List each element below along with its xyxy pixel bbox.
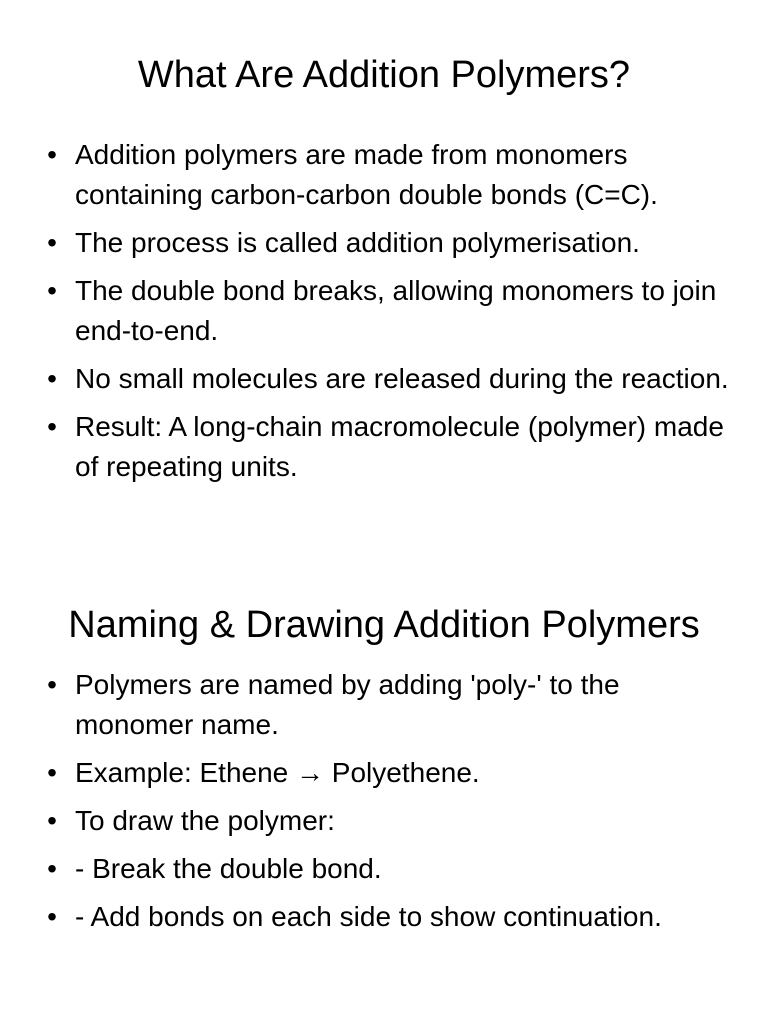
slide-addition-polymers <box>0 0 768 495</box>
bullet-icon: • <box>47 669 57 700</box>
bullet-icon: • <box>47 363 57 394</box>
bullet-text: Result: A long-chain macromolecule (polymer) made of repeating units. <box>75 411 724 482</box>
bullet-text: Addition polymers are made from monomers containing carbon-carbon double bonds (C=C). <box>75 139 658 210</box>
bullet-text: No small molecules are released during the reaction. <box>75 363 729 394</box>
bullet-item <box>47 135 732 215</box>
bullet-text: - Add bonds on each side to show continuation. <box>75 901 662 932</box>
bullet-text: To draw the polymer: <box>75 805 335 836</box>
bullet-item <box>47 801 732 841</box>
bullet-text: - Break the double bond. <box>75 853 382 884</box>
bullet-item <box>47 359 732 399</box>
bullet-item <box>47 271 732 351</box>
bullet-list <box>0 665 768 937</box>
bullet-item <box>47 753 732 793</box>
bullet-item <box>47 223 732 263</box>
slide-naming-drawing <box>0 598 768 945</box>
bullet-item <box>47 897 732 937</box>
bullet-icon: • <box>47 275 57 306</box>
bullet-item <box>47 665 732 745</box>
bullet-icon: • <box>47 139 57 170</box>
bullet-item <box>47 849 732 889</box>
bullet-icon: • <box>47 853 57 884</box>
bullet-text: Example: Ethene → Polyethene. <box>75 757 480 788</box>
bullet-list <box>0 135 768 487</box>
slide-title: Naming & Drawing Addition Polymers <box>68 604 700 646</box>
bullet-text: Polymers are named by adding 'poly-' to the monomer name. <box>75 669 620 740</box>
slide-title: What Are Addition Polymers? <box>137 54 631 96</box>
bullet-text: The process is called addition polymerisation. <box>75 227 640 258</box>
bullet-icon: • <box>47 757 57 788</box>
bullet-icon: • <box>47 411 57 442</box>
bullet-icon: • <box>47 805 57 836</box>
bullet-icon: • <box>47 227 57 258</box>
bullet-item <box>47 407 732 487</box>
bullet-icon: • <box>47 901 57 932</box>
bullet-text: The double bond breaks, allowing monomers to join end-to-end. <box>75 275 717 346</box>
